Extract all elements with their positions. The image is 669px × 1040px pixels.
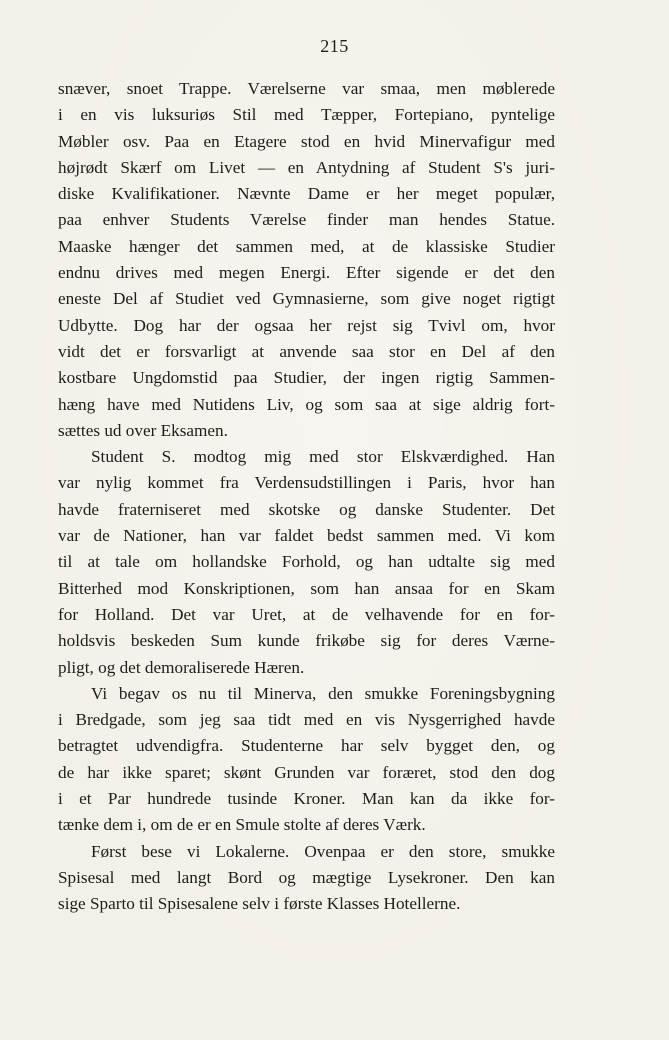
text-line: i Bredgade, som jeg saa tidt med en vis Nysgerrighed havde — [58, 710, 555, 730]
text-line: endnu drives med megen Energi. Efter sigende er det den — [58, 263, 555, 283]
text-line: Student S. modtog mig med stor Elskværdighed. Han — [91, 447, 555, 467]
text-line: snæver, snoet Trappe. Værelserne var smaa, men møblerede — [58, 79, 555, 98]
text-line: betragtet udvendigfra. Studenterne har selv bygget den, og — [58, 736, 555, 756]
text-line: diske Kvalifikationer. Nævnte Dame er her meget populær, — [58, 184, 555, 204]
text-line: Spisesal med langt Bord og mægtige Lysekroner. Den kan — [58, 867, 555, 887]
text-line: hæng have med Nutidens Liv, og som saa at sige aldrig fort- — [58, 394, 555, 414]
text-line: var nylig kommet fra Verdensudstillingen i Paris, hvor han — [58, 473, 555, 493]
text-line: Bitterhed mod Konskriptionen, som han ansaa for en Skam — [58, 578, 555, 598]
page-number: 215 — [320, 36, 349, 56]
text-line: holdsvis beskeden Sum kunde frikøbe sig for deres Værne- — [58, 631, 555, 651]
text-line: Maaske hænger det sammen med, at de klassiske Studier — [58, 236, 555, 256]
text-line: eneste Del af Studiet ved Gymnasierne, som give noget rigtigt — [58, 289, 555, 309]
text-line: pligt, og det demoraliserede Hæren. — [58, 657, 305, 677]
text-line: var de Nationer, han var faldet bedst sammen med. Vi kom — [58, 526, 555, 546]
text-line: paa enhver Students Værelse finder man hendes Statue. — [58, 210, 555, 230]
text-line: Først bese vi Lokalerne. Ovenpaa er den store, smukke — [91, 841, 555, 861]
body-text — [58, 76, 555, 918]
text-line: i en vis luksuriøs Stil med Tæpper, Fortepiano, pyntelige — [58, 105, 555, 125]
text-line: for Holland. Det var Uret, at de velhavende for en for- — [58, 604, 555, 624]
text-line: tænke dem i, om de er en Smule stolte af deres Værk. — [58, 815, 426, 835]
text-line: havde fraterniseret med skotske og danske Studenter. Det — [58, 499, 555, 519]
text-line: højrødt Skærf om Livet — en Antydning af Student S's juri- — [58, 157, 555, 177]
text-line: sættes ud over Eksamen. — [58, 420, 228, 440]
text-line: de har ikke sparet; skønt Grunden var foræret, stod den dog — [58, 762, 555, 782]
text-line: Udbytte. Dog har der ogsaa her rejst sig Tvivl om, hvor — [58, 315, 555, 335]
text-line: til at tale om hollandske Forhold, og han udtalte sig med — [58, 552, 555, 572]
text-line: sige Sparto til Spisesalene selv i første Klasses Hotellerne. — [58, 894, 461, 914]
text-line: Møbler osv. Paa en Etagere stod en hvid Minervafigur med — [58, 131, 555, 151]
text-line: i et Par hundrede tusinde Kroner. Man kan da ikke for- — [58, 789, 555, 809]
text-line: kostbare Ungdomstid paa Studier, der ingen rigtig Sammen- — [58, 368, 555, 388]
text-line: vidt det er forsvarligt at anvende saa stor en Del af den — [58, 341, 555, 361]
text-line: Vi begav os nu til Minerva, den smukke Foreningsbygning — [91, 683, 555, 703]
